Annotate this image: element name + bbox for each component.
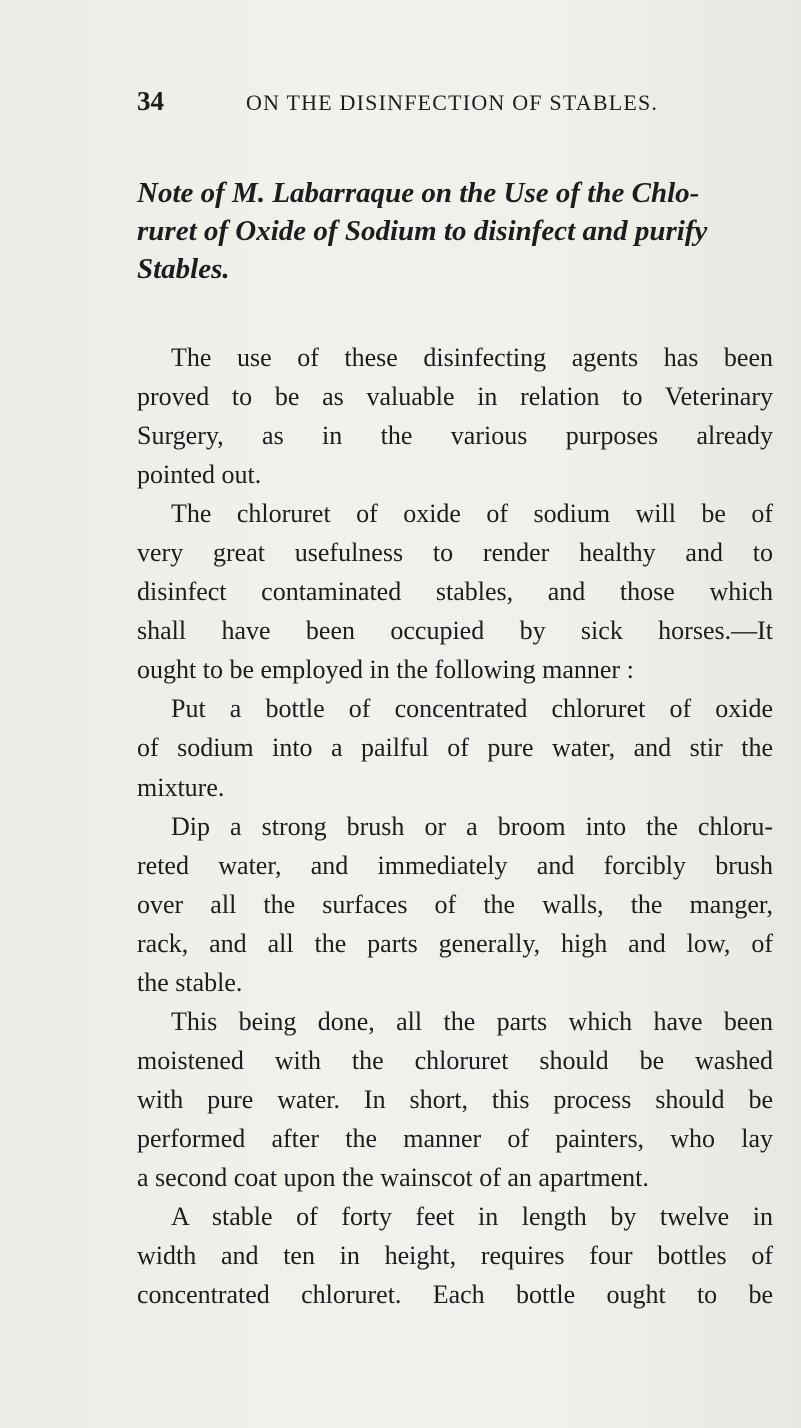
text-line: rack, and all the parts generally, high and low, of bbox=[137, 928, 773, 958]
text-line: with pure water. In short, this process should be bbox=[137, 1084, 773, 1114]
text-line: This being done, all the parts which have been bbox=[171, 1006, 773, 1036]
text-line: The chloruret of oxide of sodium will be of bbox=[171, 499, 773, 529]
text-line: very great usefulness to render healthy and to bbox=[137, 538, 773, 568]
text-line: over all the surfaces of the walls, the manger, bbox=[137, 889, 773, 919]
text-line: Dip a strong brush or a broom into the chloru- bbox=[171, 811, 773, 841]
text-line: moistened with the chloruret should be washed bbox=[137, 1045, 773, 1075]
text-line: ought to be employed in the following manner : bbox=[137, 655, 634, 685]
text-line: of sodium into a pailful of pure water, and stir the bbox=[137, 733, 773, 763]
page-number: 34 bbox=[137, 86, 164, 116]
heading-line: Stables. bbox=[137, 253, 230, 285]
text-line: performed after the manner of painters, who lay bbox=[137, 1123, 773, 1153]
text-line: disinfect contaminated stables, and those which bbox=[137, 577, 773, 607]
heading-line: ruret of Oxide of Sodium to disinfect and purify bbox=[137, 215, 708, 247]
body-text bbox=[137, 338, 773, 1314]
text-line: a second coat upon the wainscot of an apartment. bbox=[137, 1162, 649, 1192]
text-line: proved to be as valuable in relation to Veterinary bbox=[137, 382, 773, 412]
text-line: concentrated chloruret. Each bottle ought to be bbox=[137, 1280, 773, 1310]
text-line: pointed out. bbox=[137, 460, 262, 490]
heading-line: Note of M. Labarraque on the Use of the Chlo- bbox=[137, 177, 700, 209]
text-line: mixture. bbox=[137, 772, 225, 802]
page-header bbox=[0, 85, 801, 121]
note-heading bbox=[137, 174, 777, 288]
running-head: ON THE DISINFECTION OF STABLES. bbox=[246, 90, 659, 115]
text-line: width and ten in height, requires four bottles of bbox=[137, 1241, 773, 1271]
text-line: The use of these disinfecting agents has been bbox=[171, 343, 773, 372]
text-line: the stable. bbox=[137, 967, 243, 997]
text-line: Put a bottle of concentrated chloruret of oxide bbox=[171, 694, 773, 724]
text-line: reted water, and immediately and forcibly brush bbox=[137, 850, 773, 880]
text-line: A stable of forty feet in length by twelve in bbox=[171, 1202, 773, 1232]
text-line: Surgery, as in the various purposes already bbox=[137, 421, 773, 451]
text-line: shall have been occupied by sick horses.—It bbox=[137, 616, 773, 646]
